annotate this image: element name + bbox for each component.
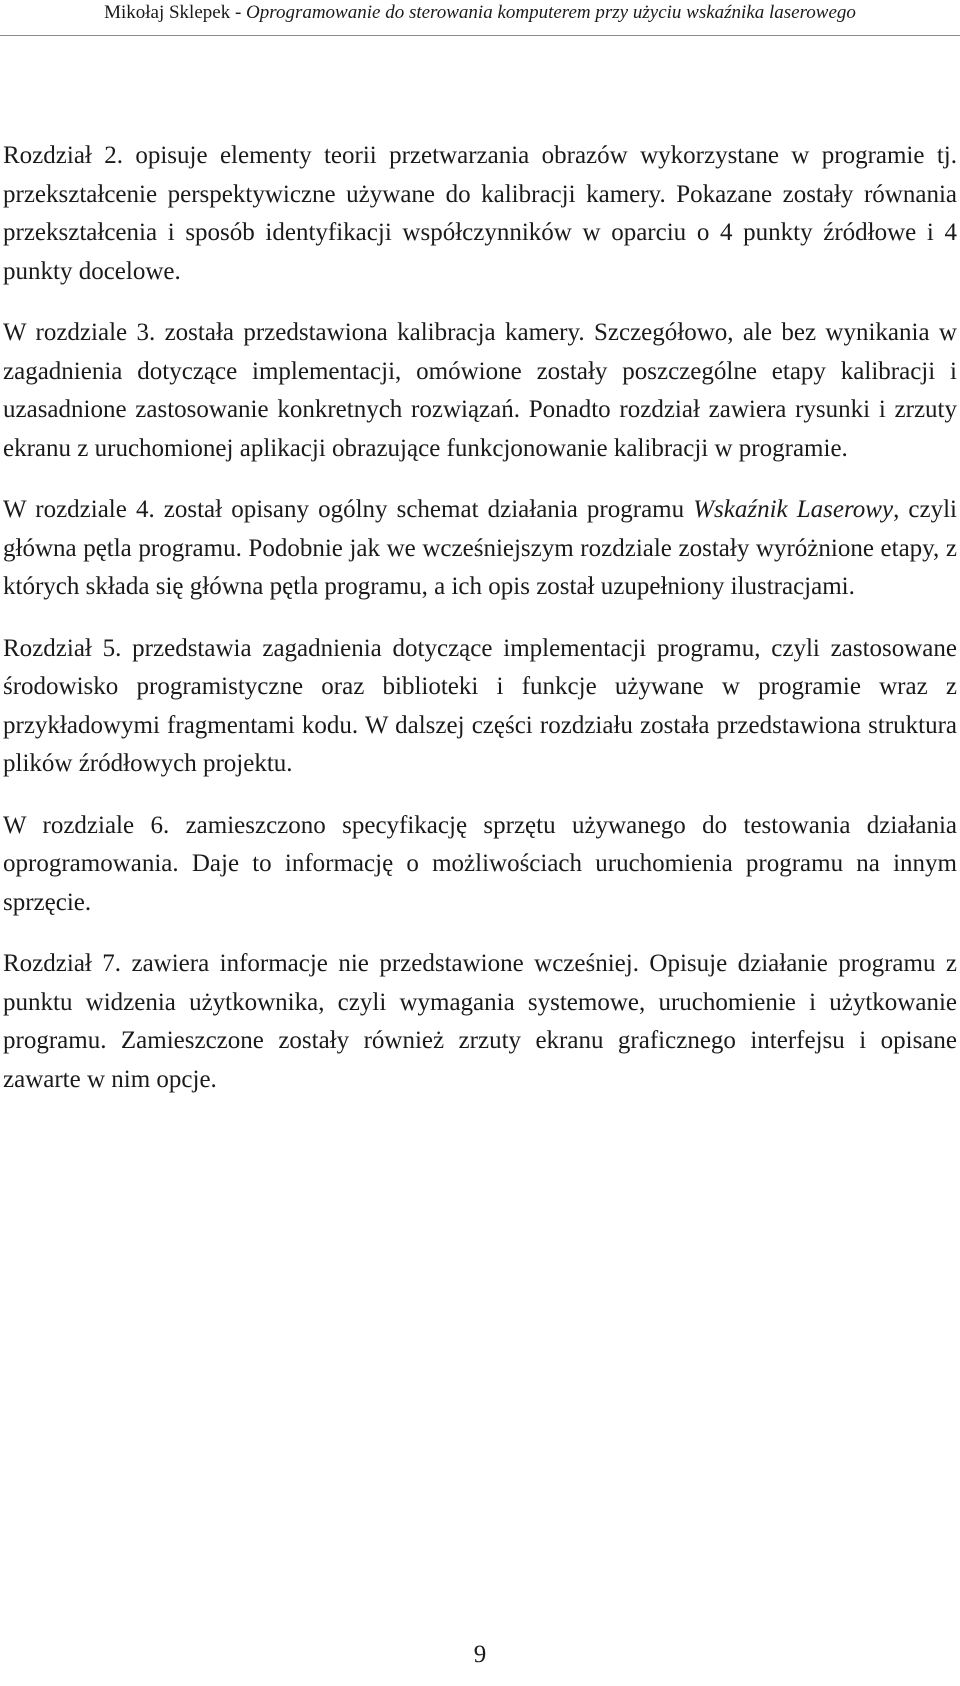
paragraph-chapter-5: Rozdział 5. przedstawia zagadnienia dotyczące implementacji programu, czyli zastosowane środowisko programistyczne oraz biblioteki i funkcje używane w programie wraz z przykładowymi fragmentami kodu. W dalszej części rozdziału została przedstawiona struktura plików źródłowych projektu. (3, 634, 957, 777)
running-header (0, 0, 960, 40)
paragraph-chapter-2: Rozdział 2. opisuje elementy teorii przetwarzania obrazów wykorzystane w programie tj. przekształcenie perspektywiczne używane do kalibracji kamery. Pokazane zostały równania przekształcenia i sposób identyfikacji współczynników w oparciu o 4 punkty źródłowe i 4 punkty docelowe. (3, 142, 957, 285)
paragraph-chapter-4 (3, 491, 957, 607)
paragraph-chapter-3: W rozdziale 3. została przedstawiona kalibracja kamery. Szczegółowo, ale bez wynikania w zagadnienia dotyczące implementacji, omówione zostały poszczególne etapy kalibracji i uzasadnione zastosowanie konkretnych rozwiązań. Ponadto rozdział zawiera rysunki i zrzuty ekranu z uruchomionej aplikacji obrazujące funkcjonowanie kalibracji w programie. (3, 319, 957, 462)
paragraph-chapter-6: W rozdziale 6. zamieszczono specyfikację sprzętu używanego do testowania działania oprogramowania. Daje to informację o możliwościach uruchomienia programu na innym sprzęcie. (3, 811, 957, 916)
paragraph-chapter-4-before: W rozdziale 4. został opisany ogólny schemat działania programu (3, 496, 694, 523)
page-body (3, 137, 957, 1122)
header-rule (0, 35, 960, 36)
header-title: Oprogramowanie do sterowania komputerem przy użyciu wskaźnika laserowego (246, 2, 856, 23)
header-author: Mikołaj Sklepek - (104, 2, 247, 23)
paragraph-chapter-4-after: , czyli główna pętla programu. Podobnie jak we wcześniejszym rozdziale zostały wyróżnione etapy, z których składa się główna pętla programu, a ich opis został uzupełniony ilustracjami. (3, 496, 957, 600)
page-number: 9 (473, 1641, 487, 1668)
paragraph-chapter-7: Rozdział 7. zawiera informacje nie przedstawione wcześniej. Opisuje działanie programu z punktu widzenia użytkownika, czyli wymagania systemowe, uruchomienie i użytkowanie programu. Zamieszczone zostały również zrzuty ekranu graficznego interfejsu i opisane zawarte w nim opcje. (3, 950, 957, 1093)
program-name-emphasis: Wskaźnik Laserowy (693, 496, 894, 523)
